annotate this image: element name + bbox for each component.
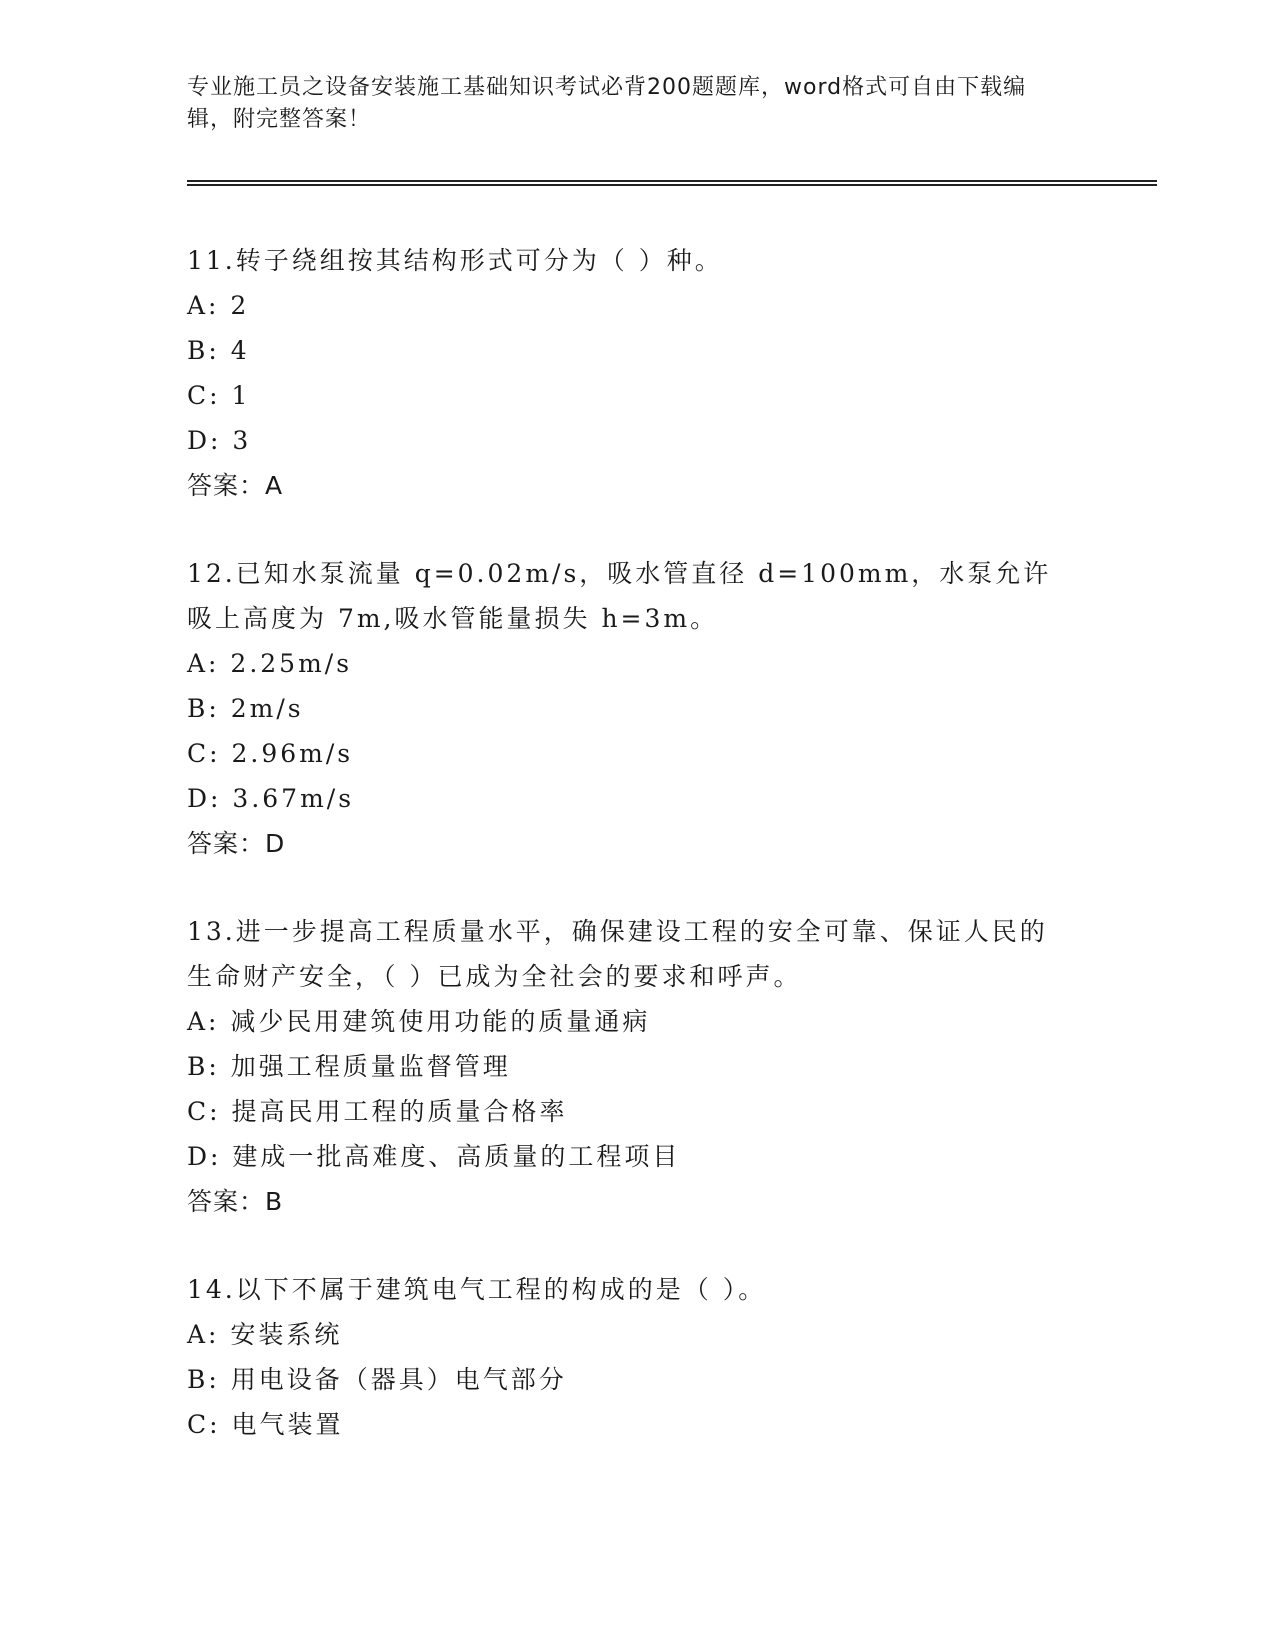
option-b: B: 加强工程质量监督管理 [187,1052,511,1081]
question-14 [187,1267,1147,1447]
option-d: D: 3 [187,426,252,455]
answer: 答案：A [187,471,284,500]
option-b: B: 2m/s [187,694,304,723]
option-d: D: 建成一批高难度、高质量的工程项目 [187,1142,681,1171]
answer: 答案：D [187,829,286,858]
document-page [187,72,1147,1490]
option-d: D: 3.67m/s [187,784,355,813]
option-c: C: 电气装置 [187,1410,344,1439]
question-stem: 13.进一步提高工程质量水平，确保建设工程的安全可靠、保证人民的生命财产安全，（ ）已成为全社会的要求和呼声。 [187,917,1048,991]
option-a: A: 2 [187,291,250,320]
document-header: 专业施工员之设备安装施工基础知识考试必背200题题库，word格式可自由下载编辑，附完整答案！ [187,75,1027,132]
option-a: A: 安装系统 [187,1320,343,1349]
header-divider [187,180,1157,186]
question-13 [187,909,1147,1224]
option-b: B: 4 [187,336,250,365]
question-12 [187,551,1147,866]
option-b: B: 用电设备（器具）电气部分 [187,1365,567,1394]
option-c: C: 提高民用工程的质量合格率 [187,1097,568,1126]
option-c: C: 2.96m/s [187,739,354,768]
option-c: C: 1 [187,381,251,410]
answer: 答案：B [187,1187,284,1216]
question-list [187,238,1147,1447]
option-a: A: 2.25m/s [187,649,353,678]
option-a: A: 减少民用建筑使用功能的质量通病 [187,1007,651,1036]
question-stem: 14.以下不属于建筑电气工程的构成的是（ ）。 [187,1275,767,1304]
question-11 [187,238,1147,508]
question-stem: 11.转子绕组按其结构形式可分为（ ）种。 [187,246,723,275]
question-stem: 12.已知水泵流量 q=0.02m/s，吸水管直径 d=100mm，水泵允许吸上高度为 7m,吸水管能量损失 h=3m。 [187,559,1052,633]
